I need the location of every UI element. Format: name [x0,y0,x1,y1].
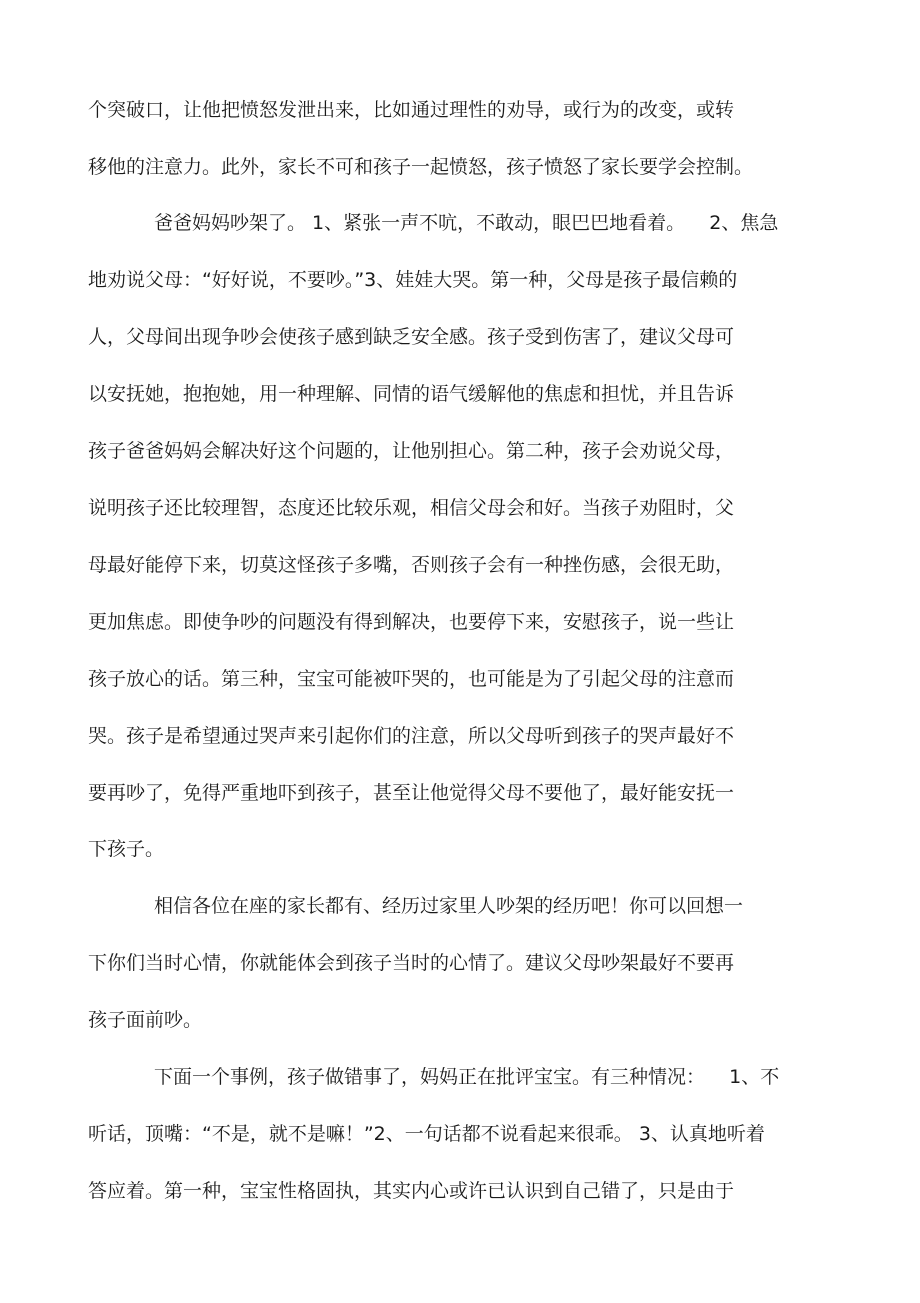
paragraph-start-line: 爸爸妈妈吵架了。 1、紧张一声不吭，不敢动，眼巴巴地看着。 2、焦急 [154,212,779,234]
text-line: 哭。孩子是希望通过哭声来引起你们的注意，所以父母听到孩子的哭声最好不 [88,725,735,747]
text-line: 下你们当时心情，你就能体会到孩子当时的心情了。建议父母吵架最好不要再 [88,952,735,974]
text-line: 母最好能停下来，切莫这怪孩子多嘴，否则孩子会有一种挫伤感，会很无助， [88,554,735,576]
text-line: 答应着。第一种，宝宝性格固执，其实内心或许已认识到自己错了，只是由于 [88,1180,735,1202]
paragraph-start-line: 下面一个事例，孩子做错事了，妈妈正在批评宝宝。有三种情况： 1、不 [154,1066,780,1088]
text-line: 孩子面前吵。 [88,1009,203,1031]
text-line: 地劝说父母：“好好说，不要吵。”3、娃娃大哭。第一种，父母是孩子最信赖的 [88,269,738,291]
text-line: 以安抚她，抱抱她，用一种理解、同情的语气缓解他的焦虑和担忧，并且告诉 [88,383,735,405]
text-line: 孩子放心的话。第三种，宝宝可能被吓哭的，也可能是为了引起父母的注意而 [88,668,735,690]
text-line: 孩子爸爸妈妈会解决好这个问题的，让他别担心。第二种，孩子会劝说父母， [88,440,735,462]
text-line: 个突破口，让他把愤怒发泄出来，比如通过理性的劝导，或行为的改变，或转 [88,99,735,121]
text-line: 移他的注意力。此外，家长不可和孩子一起愤怒，孩子愤怒了家长要学会控制。 [88,156,754,178]
text-line: 下孩子。 [88,838,165,860]
text-line: 听话，顶嘴：“不是，就不是嘛！”2、一句话都不说看起来很乖。 3、认真地听着 [88,1123,765,1145]
text-line: 更加焦虑。即使争吵的问题没有得到解决，也要停下来，安慰孩子，说一些让 [88,611,735,633]
text-line: 说明孩子还比较理智，态度还比较乐观，相信父母会和好。当孩子劝阻时，父 [88,497,735,519]
text-line: 要再吵了，免得严重地吓到孩子，甚至让他觉得父母不要他了，最好能安抚一 [88,782,735,804]
paragraph-start-line: 相信各位在座的家长都有、经历过家里人吵架的经历吧！你可以回想一 [154,895,744,917]
text-line: 人，父母间出现争吵会使孩子感到缺乏安全感。孩子受到伤害了，建议父母可 [88,326,735,348]
